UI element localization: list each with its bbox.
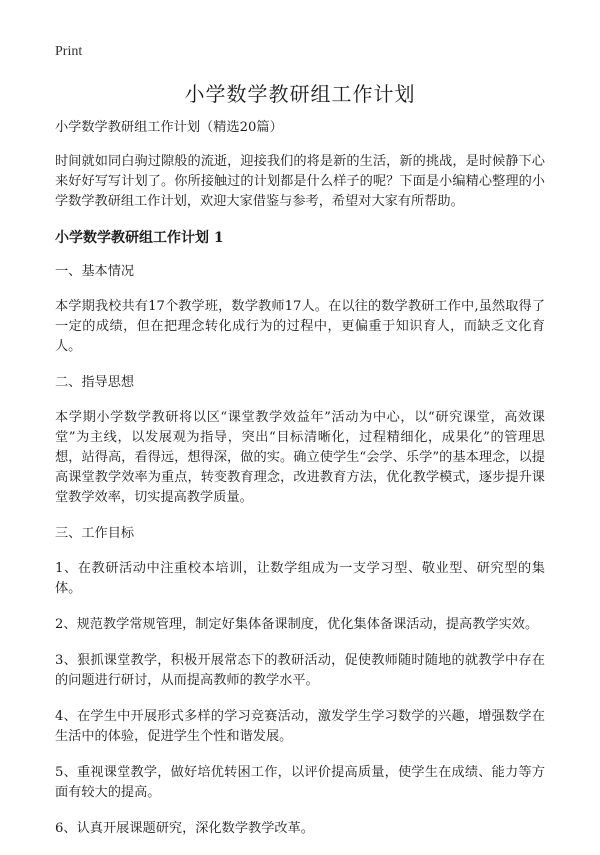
goal-item: 6、认真开展课题研究，深化数学教学改革。: [55, 821, 314, 836]
goal-item: 3、狠抓课堂教学，积极开展常态下的教研活动，促使教师随时随地的就教学中存在的问题进行研讨，从而提高教师的教学水平。: [55, 653, 545, 688]
goal-item: 1、在教研活动中注重校本培训，让数学组成为一支学习型、敬业型、研究型的集体。: [55, 561, 545, 596]
intro-paragraph: 时间就如同白驹过隙般的流逝，迎接我们的将是新的生活，新的挑战，是时候静下心来好好写写计划了。你所接触过的计划都是什么样子的呢？下面是小编精心整理的小学数学教研组工作计划，欢迎大家借鉴与参考，希望对大家有所帮助。: [55, 154, 545, 209]
document-body: [55, 118, 545, 855]
goal-item: 5、重视课堂教学，做好培优转困工作，以评价提高质量，使学生在成绩、能力等方面有较大的提高。: [55, 765, 545, 800]
goal-item: 4、在学生中开展形式多样的学习竞赛活动，激发学生学习数学的兴趣，增强数学在生活中的体验，促进学生个性和谐发展。: [55, 709, 545, 744]
goal-item: 2、规范教学常规管理，制定好集体备课制度，优化集体备课活动，提高教学实效。: [55, 617, 539, 632]
section-title: 小学数学教研组工作计划 1: [55, 230, 224, 246]
heading-work-goals: 三、工作目标: [55, 526, 135, 541]
page-title: 小学数学教研组工作计划: [184, 82, 416, 106]
document-subtitle: 小学数学教研组工作计划（精选20篇）: [55, 120, 283, 135]
print-link[interactable]: Print: [55, 44, 83, 59]
heading-basic-situation: 一、基本情况: [55, 264, 135, 279]
paragraph-basic-situation: 本学期我校共有17个教学班，数学教师17人。在以往的数学教研工作中,虽然取得了一定的成绩，但在把理念转化成行为的过程中，更偏重于知识育人，而缺乏文化育人。: [55, 299, 545, 354]
heading-guiding-ideology: 二、指导思想: [55, 375, 135, 390]
paragraph-guiding-ideology: 本学期小学数学教研将以区“课堂教学效益年”活动为中心，以“研究课堂，高效课堂”为主线，以发展观为指导，突出“目标清晰化，过程精细化，成果化”的管理思想，站得高，看得远，想得深，做的实。确立使学生“会学、乐学”的基本理念，以提高课堂教学效率为重点，转变教育理念，改进教育方法，优化教学模式，逐步提升课堂教学效率，切实提高教学质量。: [55, 410, 545, 505]
